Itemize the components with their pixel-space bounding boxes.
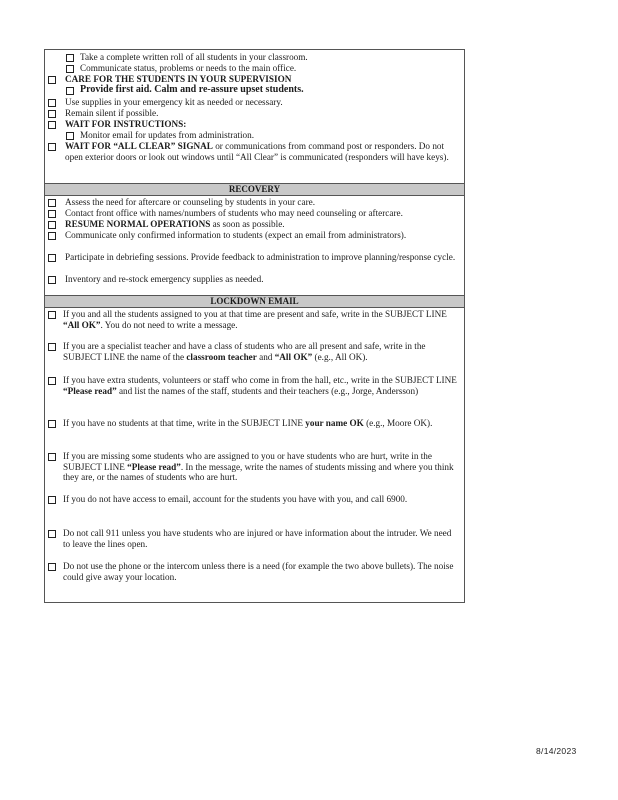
checkbox[interactable] (66, 54, 74, 62)
checkbox[interactable] (48, 110, 56, 118)
checkbox[interactable] (48, 453, 56, 461)
checkbox[interactable] (48, 377, 56, 385)
checkbox[interactable] (48, 232, 56, 240)
section-header-recovery: RECOVERY (45, 183, 464, 196)
checkbox[interactable] (48, 210, 56, 218)
checkbox[interactable] (66, 65, 74, 73)
checkbox[interactable] (66, 132, 74, 140)
checkbox[interactable] (48, 121, 56, 129)
checkbox[interactable] (66, 87, 74, 95)
checklist-document: Take a complete written roll of all students in your classroom. Communicate status, problems or needs to the main office. CARE FOR THE STUDENTS IN YOUR SUPERVISION Provide first aid. Calm and re-assure upset students. Use supplies in your emergency kit as needed or necessary. Remain silent if possible. WAIT FOR INSTRUCTIONS: Monitor email for updates from administration. WAIT FOR “ALL CLEAR” SIGNAL or communications from command post or responders. Do not open exterior doors or look out windows until “All Clear” is communicated (responders will have keys). RECOVERY Assess the need for aftercare or counseling by students in your care. Contact front office with names/numbers of students who may need counseling or aftercare. RESUME NORMAL OPERATIONS as soon as possible. Communicate only confirmed information to students (expect an email from administrators). Participate in debriefing sessions. Provide feedback to administration to improve planning/response cycle. Inventory and re-stock emergency supplies as needed. LOCKDOWN EMAIL If you and all the students assigned to you at that time are present and safe, write in the SUBJECT LINE “All OK”. You do not need to write a message. If you are a specialist teacher and have a class of students who are all present and safe, write in the SUBJECT LINE the name of the classroom teacher and “All OK” (e.g., All OK). If you have extra students, volunteers or staff who come in from the hall, etc., write in the SUBJECT LINE “Please read” and list the names of the staff, students and their teachers (e.g., Jorge, Andersson) If you have no students at that time, write in the SUBJECT LINE your name OK (e.g., Moore OK). If you are missing some students who are assigned to you or have students who are hurt, write in the SUBJECT LINE “Please read”. In the message, write the names of students missing and where you think they are, or the names of students who are hurt. If you do not have access to email, account for the students you have with you, and call 6900. Do not call 911 unless you have students who are injured or have information about the intruder. We need to leave the lines open. Do not use the phone or the intercom unless there is a need (for example the two above bullets). The noise could give away your location. (44, 49, 465, 603)
checkbox[interactable] (48, 254, 56, 262)
checkbox[interactable] (48, 311, 56, 319)
footer-date: 8/14/2023 (536, 746, 577, 756)
checkbox[interactable] (48, 530, 56, 538)
checkbox[interactable] (48, 343, 56, 351)
checkbox[interactable] (48, 563, 56, 571)
checkbox[interactable] (48, 420, 56, 428)
checkbox[interactable] (48, 76, 56, 84)
checkbox[interactable] (48, 276, 56, 284)
section-header-lockdown-email: LOCKDOWN EMAIL (45, 295, 464, 308)
checkbox[interactable] (48, 496, 56, 504)
checkbox[interactable] (48, 221, 56, 229)
checkbox[interactable] (48, 199, 56, 207)
checkbox[interactable] (48, 99, 56, 107)
checkbox[interactable] (48, 143, 56, 151)
